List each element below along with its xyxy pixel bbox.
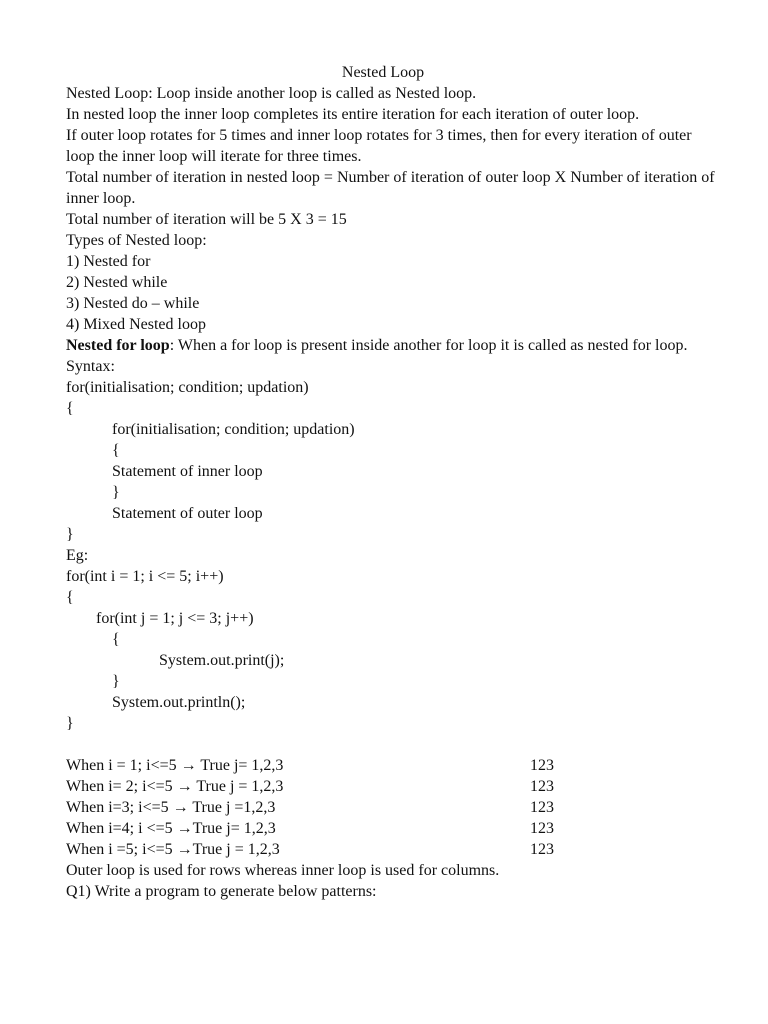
spacer [66,734,716,755]
type-item: 1) Nested for [66,253,151,270]
trace-output: 123 [530,778,554,795]
rows-columns-note: Outer loop is used for rows whereas inner loop is used for columns. [66,862,500,879]
trace-output: 123 [530,841,554,858]
document-title: Nested Loop [341,64,425,81]
example-line: for(int i = 1; i <= 5; i++) [66,568,224,585]
type-item: 2) Nested while [66,274,168,291]
trace-row [66,839,716,860]
document-page [66,62,716,902]
types-heading: Types of Nested loop: [66,232,207,249]
example-line: for(int j = 1; j <= 3; j++) [96,610,254,627]
example-line: System.out.print(j); [159,652,285,669]
trace-output: 123 [530,757,554,774]
definition-line: Nested Loop: Loop inside another loop is called as Nested loop. [66,85,477,102]
example-line: { [66,589,74,606]
trace-output: 123 [530,799,554,816]
iteration-formula: Total number of iteration in nested loop = Number of iteration of outer loop X Number of iteration of inner loop. [66,169,715,207]
trace-row [66,797,716,818]
trace-row [66,755,716,776]
trace-output: 123 [530,820,554,837]
example-line: { [112,631,120,648]
syntax-line: } [66,526,74,543]
syntax-line: Statement of outer loop [112,505,263,522]
trace-row [66,776,716,797]
syntax-line: { [66,400,74,417]
example-line: } [112,673,120,690]
example-line: } [66,715,74,732]
type-item: 4) Mixed Nested loop [66,316,206,333]
example-line: System.out.println(); [112,694,246,711]
question-heading: Q1) Write a program to generate below patterns: [66,883,377,900]
trace-row [66,818,716,839]
example-heading: Eg: [66,547,89,564]
type-item: 3) Nested do – while [66,295,200,312]
syntax-line: Statement of inner loop [112,463,263,480]
syntax-line: for(initialisation; condition; updation) [66,379,309,396]
nested-for-term: Nested for loop [66,337,170,354]
syntax-line: for(initialisation; condition; updation) [112,421,355,438]
trace-text: When i=4; i <=5 →True j= 1,2,3 [66,820,276,837]
trace-text: When i =5; i<=5 →True j = 1,2,3 [66,841,280,858]
trace-text: When i=3; i<=5 → True j =1,2,3 [66,799,276,816]
iteration-total: Total number of iteration will be 5 X 3 = 15 [66,211,347,228]
syntax-line: } [112,484,120,501]
trace-text: When i= 2; i<=5 → True j = 1,2,3 [66,778,284,795]
iteration-example: If outer loop rotates for 5 times and inner loop rotates for 3 times, then for every iteration of outer loop the inner loop will iterate for three times. [66,127,692,165]
nested-for-definition [66,335,716,356]
inner-loop-explanation: In nested loop the inner loop completes its entire iteration for each iteration of outer loop. [66,106,640,123]
syntax-line: { [112,442,120,459]
nested-for-text: : When a for loop is present inside another for loop it is called as nested for loop. [169,337,688,354]
syntax-heading: Syntax: [66,358,115,375]
trace-text: When i = 1; i<=5 → True j= 1,2,3 [66,757,284,774]
